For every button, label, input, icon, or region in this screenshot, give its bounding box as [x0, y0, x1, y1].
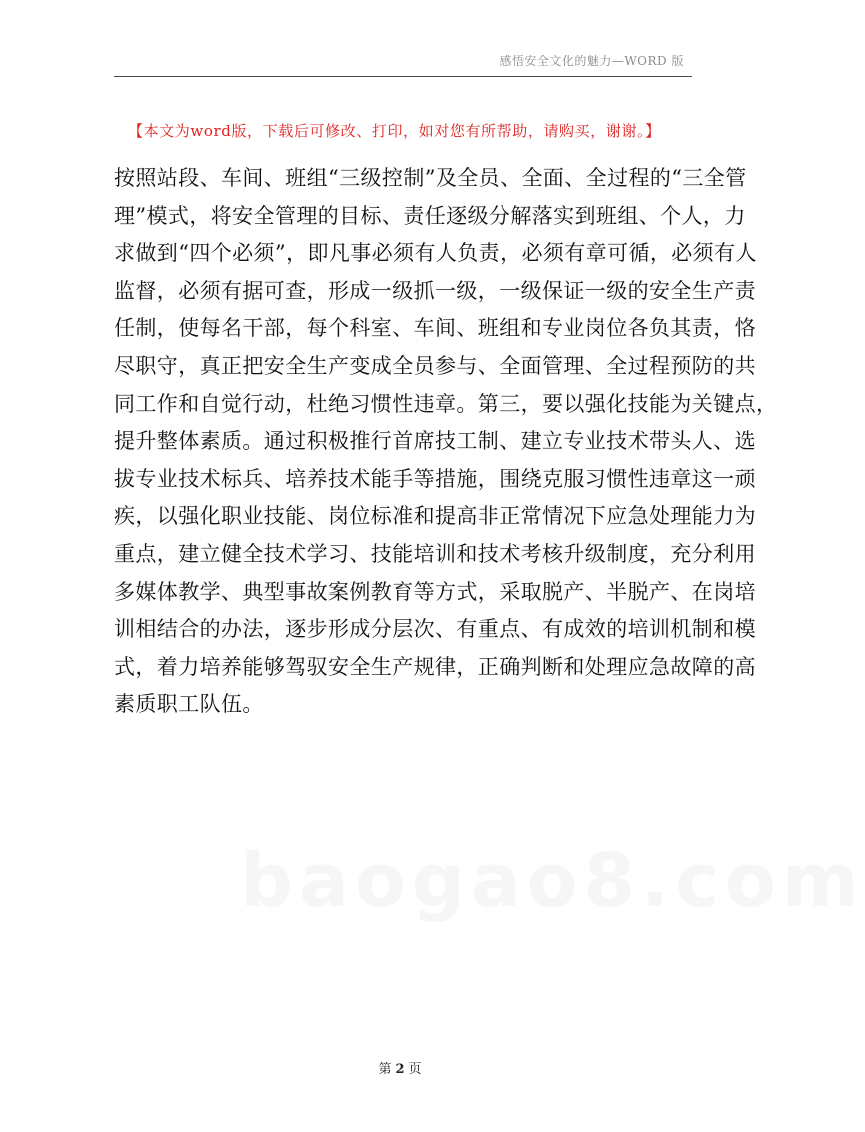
- page-header-title: 感悟安全文化的魅力—WORD 版: [499, 54, 684, 68]
- body-line: 任制，使每名干部，每个科室、车间、班组和专业岗位各负其责，恪: [114, 316, 756, 341]
- body-line: 理”模式，将安全管理的目标、责任逐级分解落实到班组、个人，力: [114, 203, 746, 228]
- page-number: 2: [395, 1062, 405, 1077]
- body-line: 训相结合的办法，逐步形成分层次、有重点、有成效的培训机制和模: [114, 617, 756, 642]
- body-line: 求做到“四个必须”，即凡事必须有人负责，必须有章可循，必须有人: [114, 241, 757, 266]
- body-line: 同工作和自觉行动，杜绝习惯性违章。第三，要以强化技能为关键点，: [114, 391, 778, 416]
- purchase-notice: 【本文为word版，下载后可修改、打印，如对您有所帮助，请购买，谢谢。】: [128, 122, 661, 140]
- document-body: [114, 160, 778, 724]
- page-suffix: 页: [408, 1062, 422, 1077]
- body-line: 尽职守，真正把安全生产变成全员参与、全面管理、全过程预防的共: [114, 353, 756, 378]
- body-line: 素质职工队伍。: [114, 692, 264, 717]
- page-prefix: 第: [378, 1062, 392, 1077]
- body-line: 式，着力培养能够驾驭安全生产规律，正确判断和处理应急故障的高: [114, 654, 756, 679]
- body-line: 按照站段、车间、班组“三级控制”及全员、全面、全过程的“三全管: [114, 166, 747, 190]
- body-line: 拔专业技术标兵、培养技术能手等措施，围绕克服习惯性违章这一顽: [114, 466, 756, 491]
- watermark-text: baogao8.com: [240, 838, 865, 924]
- body-line: 多媒体教学、典型事故案例教育等方式，采取脱产、半脱产、在岗培: [114, 579, 756, 604]
- body-line: 重点，建立健全技术学习、技能培训和技术考核升级制度，充分利用: [114, 541, 756, 566]
- page-footer: [0, 1058, 800, 1077]
- body-line: 监督，必须有据可查，形成一级抓一级，一级保证一级的安全生产责: [114, 278, 756, 303]
- header-divider: [114, 76, 692, 77]
- body-line: 提升整体素质。通过积极推行首席技工制、建立专业技术带头人、选: [114, 429, 756, 454]
- body-line: 疾，以强化职业技能、岗位标准和提高非正常情况下应急处理能力为: [114, 504, 756, 529]
